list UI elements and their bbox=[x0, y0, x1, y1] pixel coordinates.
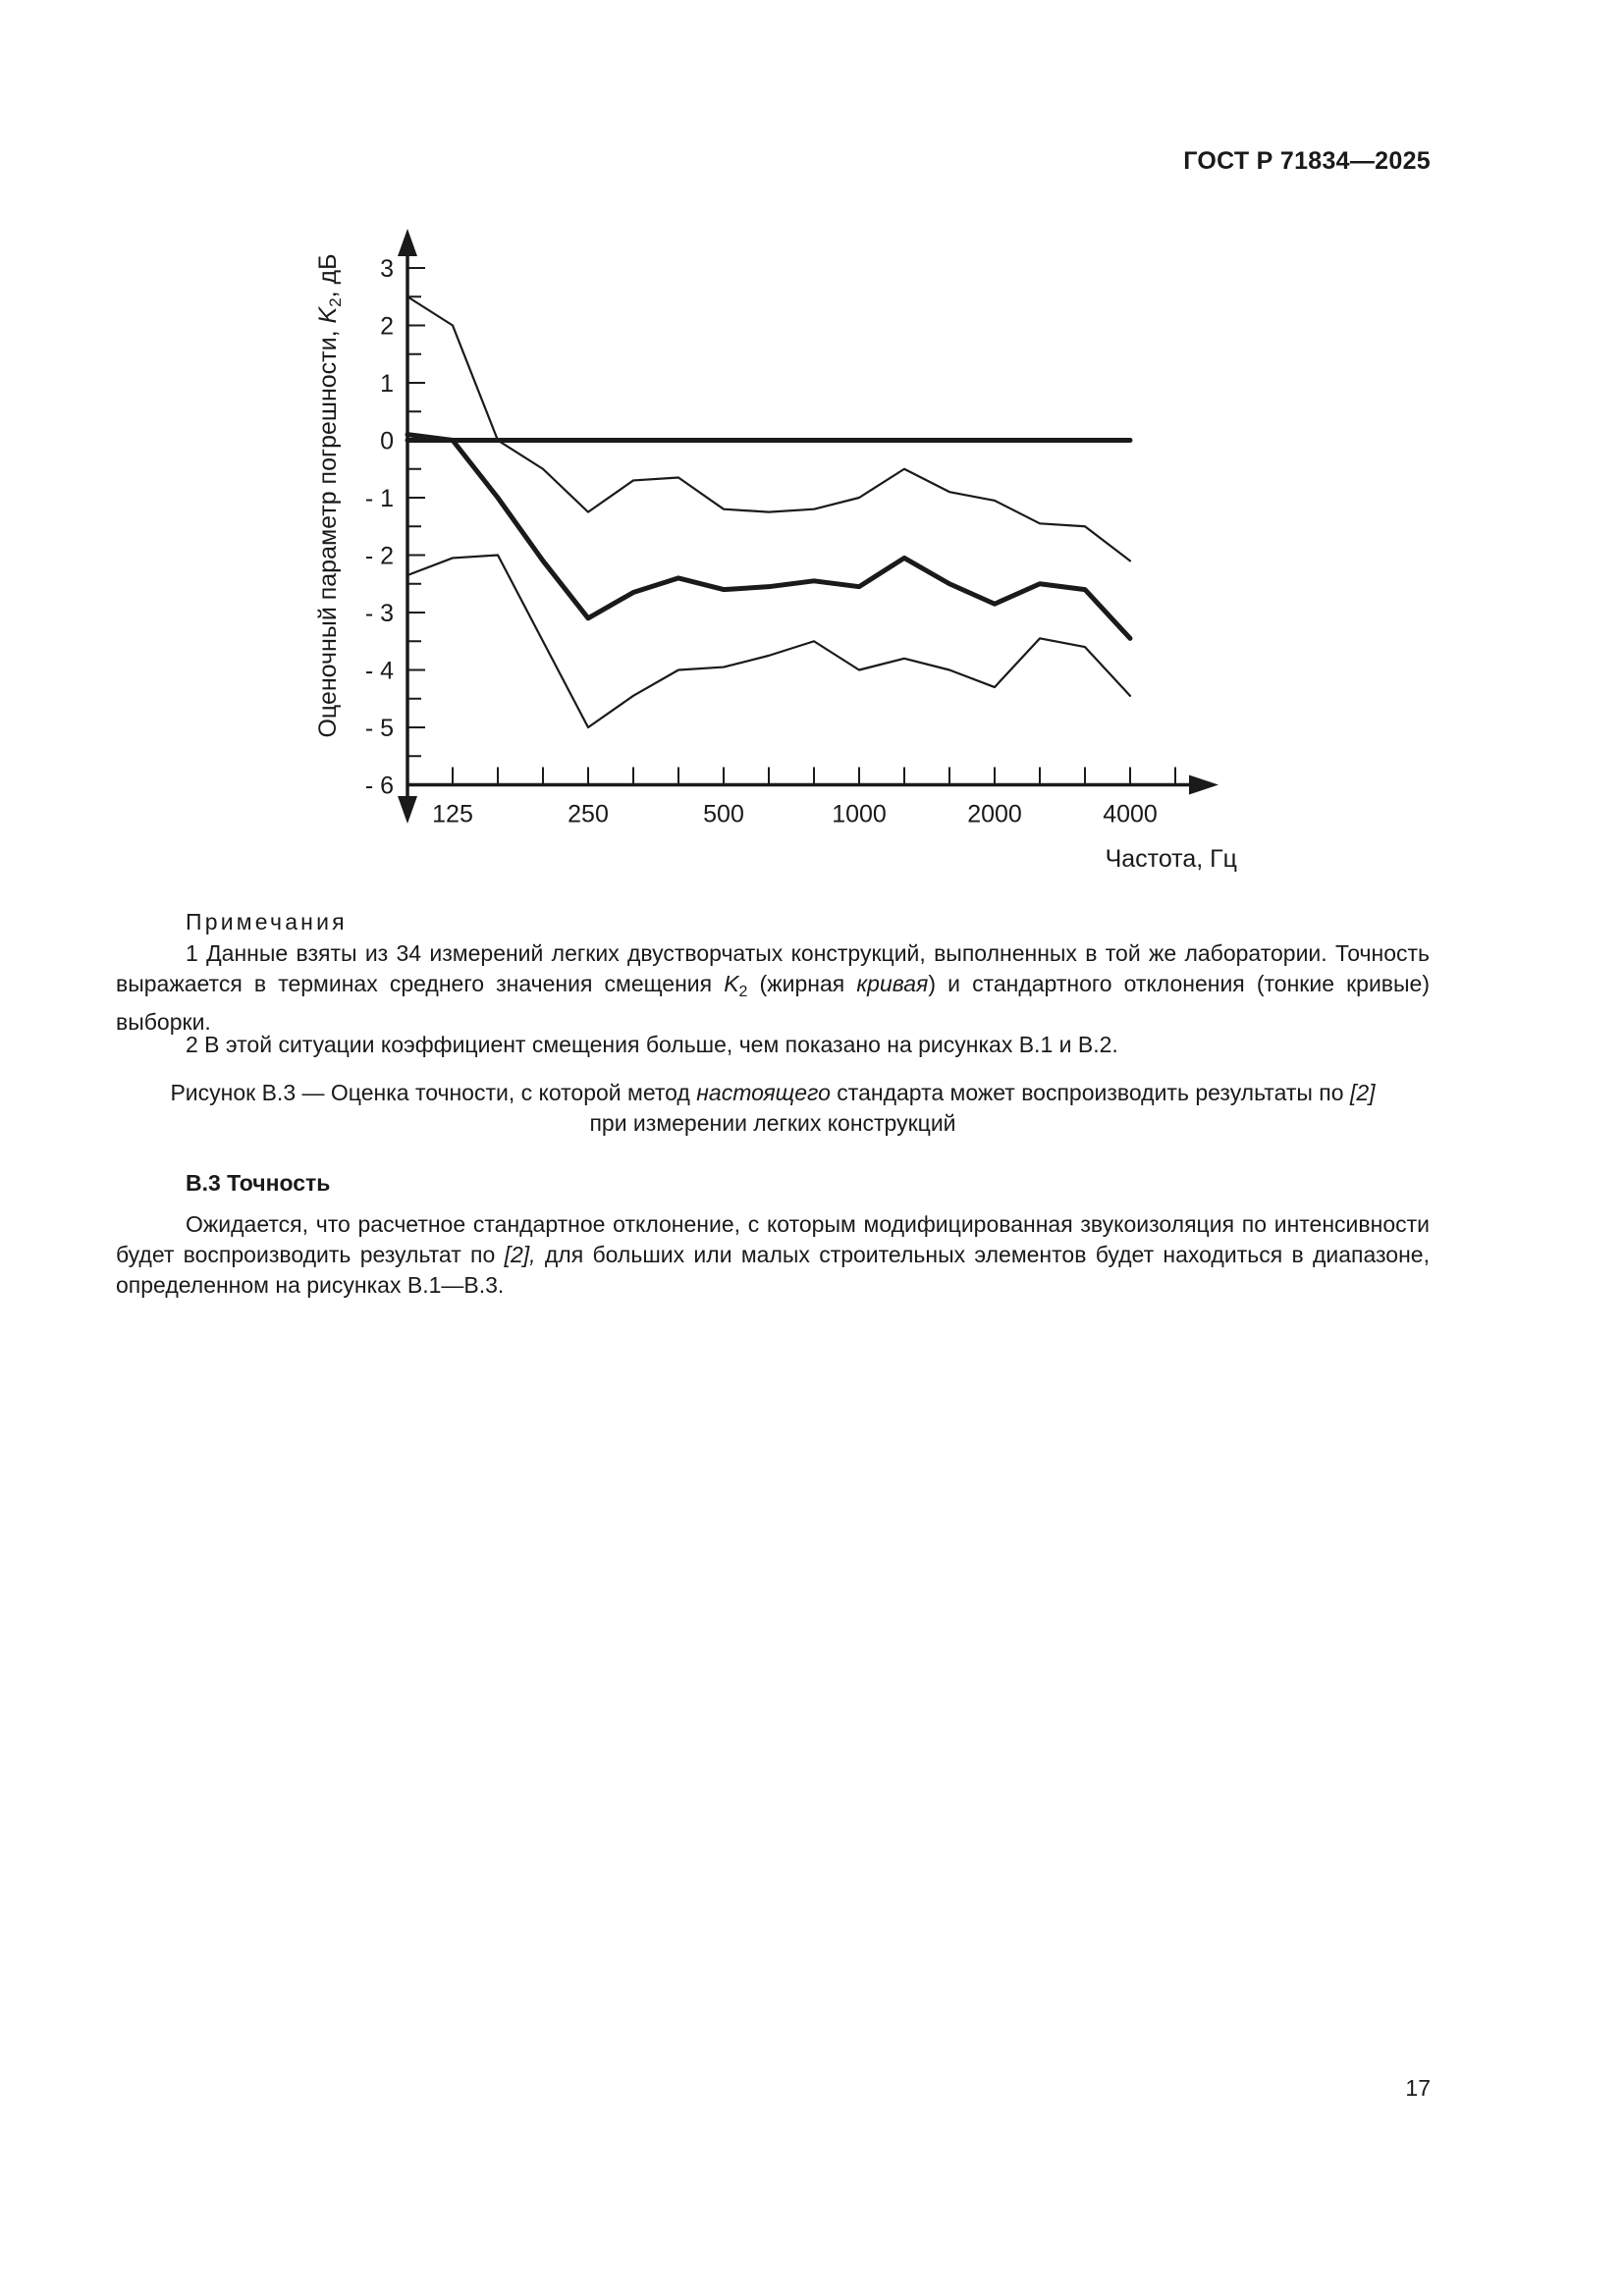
series-line-mean bbox=[407, 435, 1130, 639]
y-axis-arrow-up bbox=[398, 229, 417, 256]
caption-italic: настоящего bbox=[696, 1080, 831, 1105]
note-1-variable: K bbox=[724, 971, 739, 996]
page-number: 17 bbox=[1405, 2075, 1431, 2101]
y-tick-label: - 2 bbox=[364, 542, 394, 570]
caption-text-a: Рисунок В.3 — Оценка точности, с которой метод bbox=[170, 1080, 697, 1105]
note-1-subscript: 2 bbox=[738, 984, 748, 1000]
notes-title: Примечания bbox=[186, 909, 348, 934]
series-layer bbox=[407, 296, 1130, 727]
section-reference: [2], bbox=[504, 1242, 536, 1267]
precision-chart bbox=[295, 221, 1237, 898]
note-1 bbox=[116, 938, 1430, 1038]
caption-line-2: при измерении легких конструкций bbox=[589, 1110, 956, 1136]
x-tick-label: 500 bbox=[703, 800, 744, 828]
section-title: В.3 Точность bbox=[186, 1170, 331, 1196]
x-tick-label: 125 bbox=[432, 800, 473, 828]
x-axis-arrow bbox=[1189, 775, 1218, 795]
note-1-text-b: (жирная bbox=[747, 971, 857, 996]
x-tick-label: 250 bbox=[568, 800, 609, 828]
caption-text-b: стандарта может воспроизводить результаты по bbox=[830, 1080, 1350, 1105]
x-tick-label: 2000 bbox=[967, 800, 1022, 828]
note-1-italic: кривая bbox=[856, 971, 929, 996]
y-tick-label: 1 bbox=[380, 370, 394, 398]
note-1-text-a: Точность выражается в терминах среднего значения смещения bbox=[116, 940, 1431, 996]
section-paragraph bbox=[116, 1209, 1430, 1301]
note-2: 2 В этой ситуации коэффициент смещения больше, чем показано на рисунках В.1 и В.2. bbox=[186, 1032, 1118, 1057]
x-tick-label: 4000 bbox=[1103, 800, 1158, 828]
figure-caption bbox=[116, 1078, 1430, 1139]
note-1-line-1: 1 Данные взяты из 34 измерений легких двустворчатых конструкций, выполненных в той же лаборатории. bbox=[186, 940, 1327, 966]
y-tick-label: - 6 bbox=[364, 772, 394, 800]
series-line-lower bbox=[407, 556, 1130, 728]
y-axis-title: Оценочный параметр погрешности, $K_2$, дБ bbox=[314, 253, 345, 738]
y-tick-label: 3 bbox=[380, 255, 394, 283]
section-text-b: для больших или малых строительных элементов будет находиться в диапазоне, определенном на рисунках В.1—В.3. bbox=[116, 1242, 1430, 1298]
caption-reference: [2] bbox=[1349, 1080, 1376, 1105]
document-code: ГОСТ Р 71834—2025 bbox=[1183, 147, 1431, 175]
note-1-text-c: ) и стандартного отклонения (тонкие кривые) выборки. bbox=[116, 971, 1430, 1035]
x-tick-label: 1000 bbox=[832, 800, 887, 828]
y-tick-label: - 4 bbox=[364, 657, 394, 685]
y-tick-label: 0 bbox=[380, 427, 394, 455]
y-tick-label: - 1 bbox=[364, 485, 394, 512]
y-tick-label: 2 bbox=[380, 312, 394, 341]
y-tick-label: - 3 bbox=[364, 600, 394, 627]
section-text-a: Ожидается, что расчетное стандартное отклонение, с которым модифицированная звукоизоляция по интенсивности будет воспроизводить результат по bbox=[116, 1211, 1430, 1267]
labels-layer bbox=[365, 255, 1158, 828]
y-axis-arrow-down bbox=[398, 796, 417, 824]
x-axis-title: Частота, Гц bbox=[1105, 845, 1237, 873]
y-tick-label: - 5 bbox=[364, 715, 394, 742]
